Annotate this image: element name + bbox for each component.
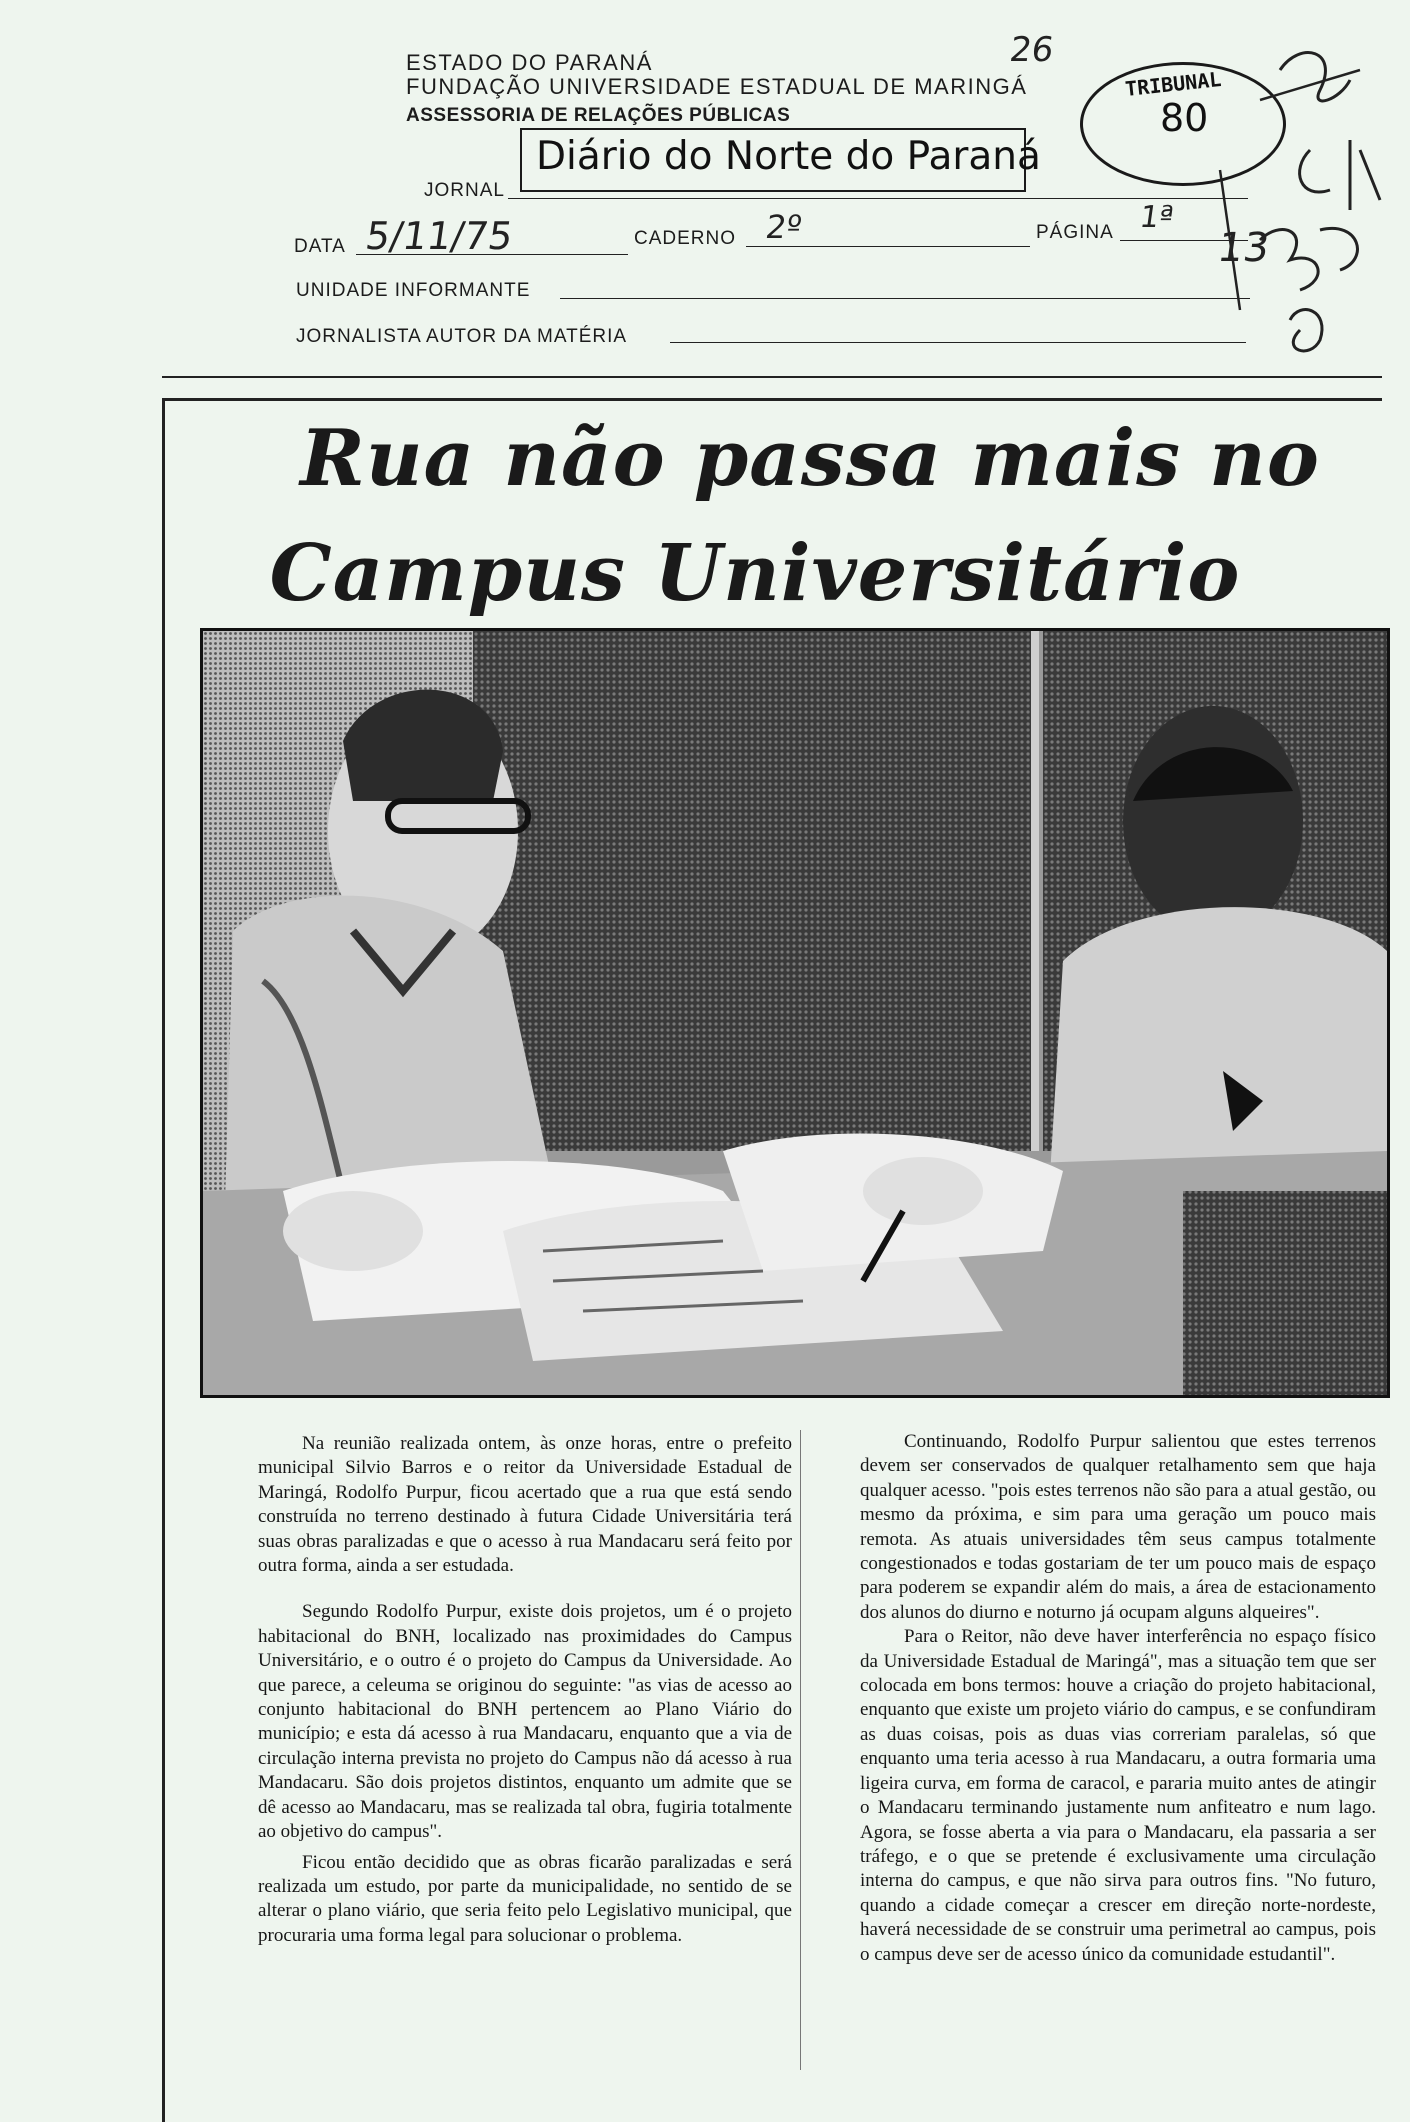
unidade-label: UNIDADE INFORMANTE (296, 280, 531, 301)
handwritten-margin-number: 13 (1214, 225, 1273, 271)
clipping-top-rule (162, 376, 1382, 378)
article-headline-line1: Rua não passa mais no (300, 413, 1320, 504)
article-paragraph: Ficou então decidido que as obras ficarão paralizadas e será realizada um estudo, por parte da municipalidade, no sentido de se alterar o plano viário, que seria feito pelo Legislativo municipal, que procuraria uma forma legal para solucionar o problema. (258, 1851, 792, 1946)
pagina-rule (1120, 240, 1248, 241)
caderno-label: CADERNO (634, 228, 737, 249)
article-photo (200, 628, 1390, 1398)
header-foundation: FUNDAÇÃO UNIVERSIDADE ESTADUAL DE MARINGÁ (406, 74, 1028, 99)
caderno-rule (746, 246, 1030, 247)
jornalista-rule (670, 342, 1246, 343)
article-column-right (860, 1430, 1376, 1967)
data-value: 5/11/75 (362, 214, 516, 258)
jornal-rule (508, 198, 1248, 199)
article-paragraph: Para o Reitor, não deve haver interferência no espaço físico da Universidade Estadual de Maringá", mas a situação tem que ser colocada em bons termos: houve a criação do projeto habitacional, enquanto que existe um projeto viário do campus, e se confundiram as duas coisas, pois as duas vias correriam paralelas, só que enquanto uma teria acesso à rua Mandacaru, a outra formaria uma ligeira curva, em forma de caracol, e pararia muito antes de atingir o Mandacaru terminando justamente num anfiteatro e num lago. Agora, se fosse aberta a via para o Mandacaru, ela passaria a ser tráfego, e o que se pretende é exclusivamente uma circulação interna do campus, e que não sirva para outros fins. "No futuro, quando a cidade começar a crescer em direção norte-nordeste, haverá necessidade de se construir uma perimetral ao campus, pois o campus deve ser de acesso único da comunidade estudantil". (860, 1626, 1376, 1965)
article-paragraph: Segundo Rodolfo Purpur, existe dois projetos, um é o projeto habitacional do BNH, localizado nas proximidades do Campus Universitário, e o outro é o projeto do Campus da Universidade. Ao que parece, a celeuma se originou do seguinte: "as vias de acesso ao conjunto habitacional do BNH pertencem ao Plano Viário do município; e esta dá acesso à rua Mandacaru, enquanto que a via de circulação interna prevista no projeto do Campus não dá acesso à rua Mandacaru. São dois projetos distintos, enquanto um admite que se dê acesso ao Mandacaru, mas se realizada tal obra, fugiria totalmente ao objetivo do campus". (258, 1601, 792, 1843)
article-paragraph: Na reunião realizada ontem, às onze horas, entre o prefeito municipal Silvio Barros e o reitor da Universidade Estadual de Maringá, Rodolfo Purpur, ficou acertado que a rua que está sendo construída no terreno destinado à futura Cidade Universitária terá suas obras paralizadas e que o acesso à rua Mandacaru será feito por outra forma, ainda a ser estudada. (258, 1433, 792, 1577)
newspaper-name: Diário do Norte do Paraná (536, 134, 1041, 179)
pagina-value: 1ª (1137, 200, 1176, 235)
jornal-label: JORNAL (424, 180, 505, 201)
unidade-rule (560, 298, 1250, 299)
article-column-left (258, 1432, 792, 1948)
pagina-label: PÁGINA (1036, 222, 1114, 243)
article-paragraph: Continuando, Rodolfo Purpur salientou que estes terrenos devem ser conservados de qualquer retalhamento sem que haja qualquer acesso. "pois estes terrenos não são para a atual gestão, ou mesmo da próxima, e sim para uma geração um pouco mais remota. As atuais universidades têm seus campus totalmente congestionados e todas gostariam de ter um pouco mais de espaço para poderem se expandir além do mais, a área de estacionamento dos alunos do diurno e noturno já ocupam alguns alqueires". (860, 1431, 1376, 1623)
header-state: ESTADO DO PARANÁ (406, 50, 653, 75)
jornalista-label: JORNALISTA AUTOR DA MATÉRIA (296, 326, 628, 347)
data-label: DATA (294, 236, 346, 257)
handwritten-signature (1200, 30, 1400, 390)
column-divider (800, 1430, 801, 2070)
caderno-value: 2º (763, 208, 805, 246)
tribunal-stamp-number: 80 (1160, 96, 1209, 140)
header-department: ASSESSORIA DE RELAÇÕES PÚBLICAS (406, 105, 791, 126)
tribunal-stamp-text: TRIBUNAL (1124, 67, 1223, 101)
article-headline-line2: Campus Universitário (269, 528, 1241, 619)
handwritten-top-number: 26 (1007, 30, 1057, 70)
